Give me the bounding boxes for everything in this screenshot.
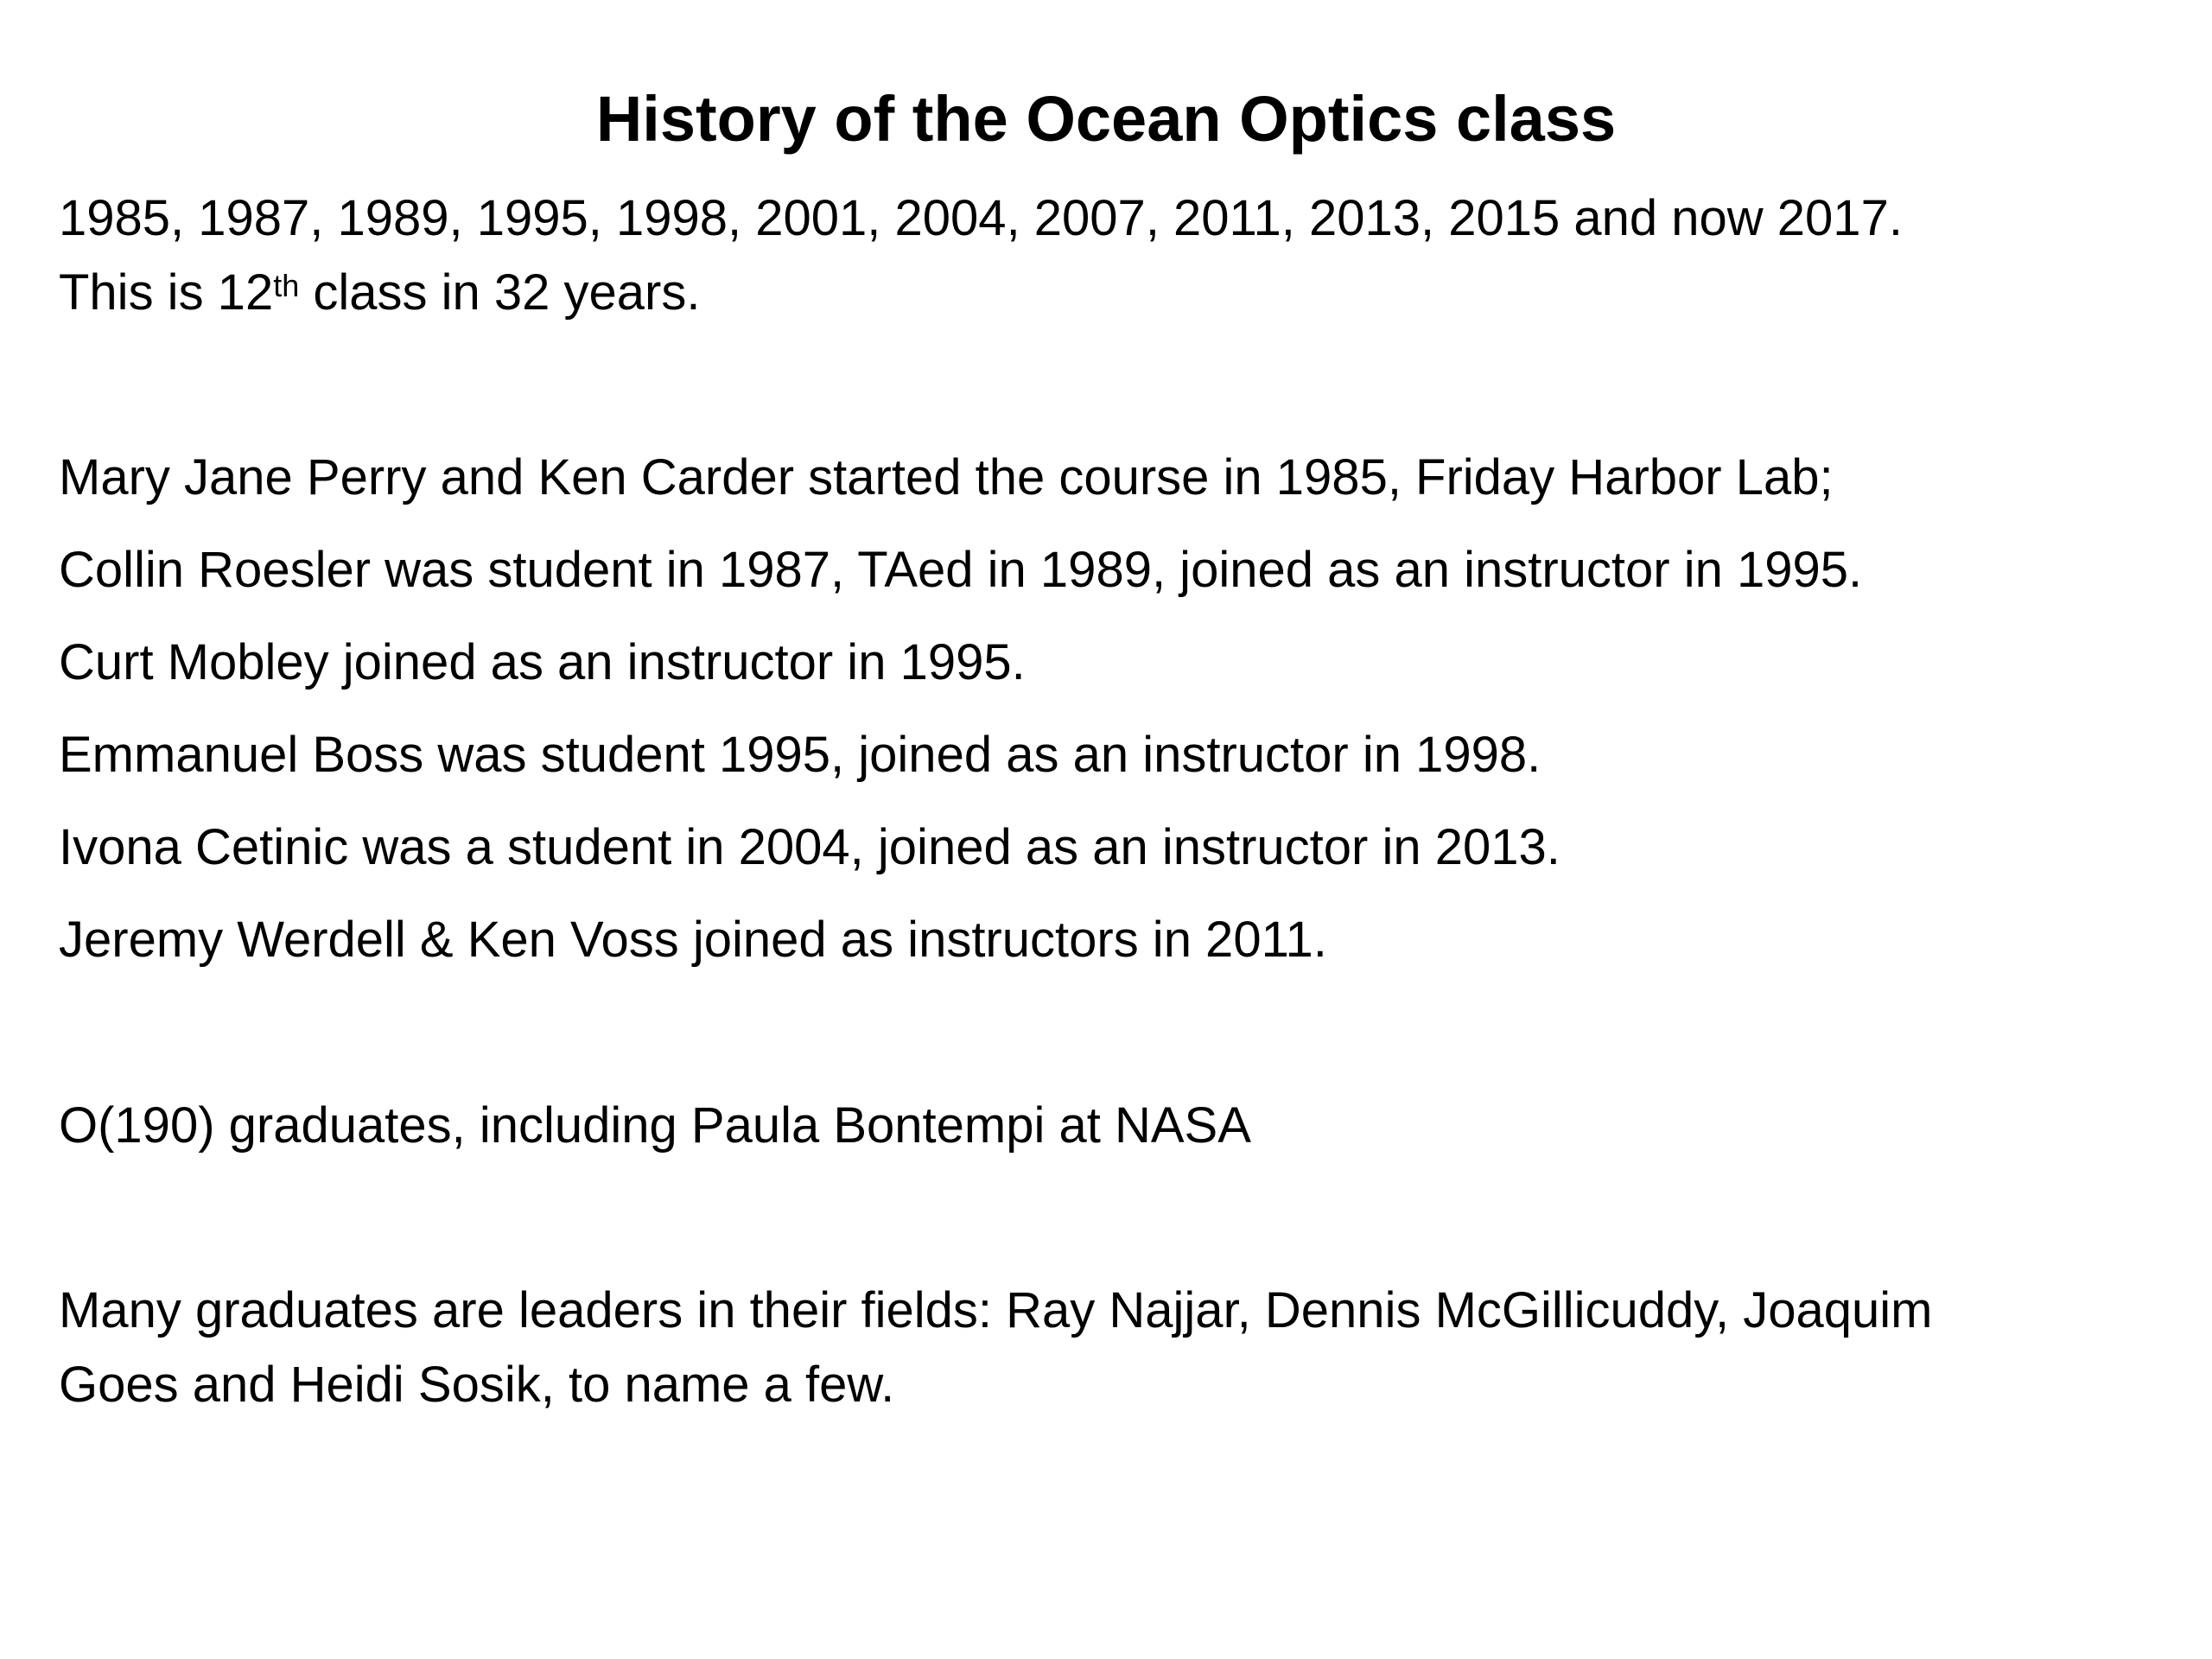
instructor-line-werdell-voss: Jeremy Werdell & Ken Voss joined as instructors in 2011. bbox=[59, 912, 1327, 968]
leaders-line-1: Many graduates are leaders in their fields: Ray Najjar, Dennis McGillicuddy, Joaquim bbox=[59, 1282, 1933, 1338]
slide-title: History of the Ocean Optics class bbox=[595, 83, 1617, 155]
instructor-line-cetinic: Ivona Cetinic was a student in 2004, joined as an instructor in 2013. bbox=[59, 819, 1560, 875]
instructor-line-roesler: Collin Roesler was student in 1987, TAed in 1989, joined as an instructor in 1995. bbox=[59, 542, 1863, 598]
class-count-superscript: th bbox=[273, 268, 300, 303]
leaders-line-2: Goes and Heidi Sosik, to name a few. bbox=[59, 1357, 895, 1413]
instructor-line-perry-carder: Mary Jane Perry and Ken Carder started the course in 1985, Friday Harbor Lab; bbox=[59, 449, 1834, 505]
class-count-line bbox=[59, 256, 2167, 330]
class-years-line: 1985, 1987, 1989, 1995, 1998, 2001, 2004, 2007, 2011, 2013, 2015 and now 2017. bbox=[59, 190, 1903, 246]
class-count-prefix: This is 12 bbox=[59, 264, 274, 321]
class-history-paragraph bbox=[59, 181, 2167, 330]
leaders-paragraph bbox=[59, 1274, 2167, 1422]
instructor-line-mobley: Curt Mobley joined as an instructor in 1995. bbox=[59, 634, 1026, 690]
instructor-line-boss: Emmanuel Boss was student 1995, joined as an instructor in 1998. bbox=[59, 727, 1541, 783]
class-count-suffix: class in 32 years. bbox=[299, 264, 701, 321]
graduates-count-line: O(190) graduates, including Paula Bontempi at NASA bbox=[59, 1097, 1251, 1154]
